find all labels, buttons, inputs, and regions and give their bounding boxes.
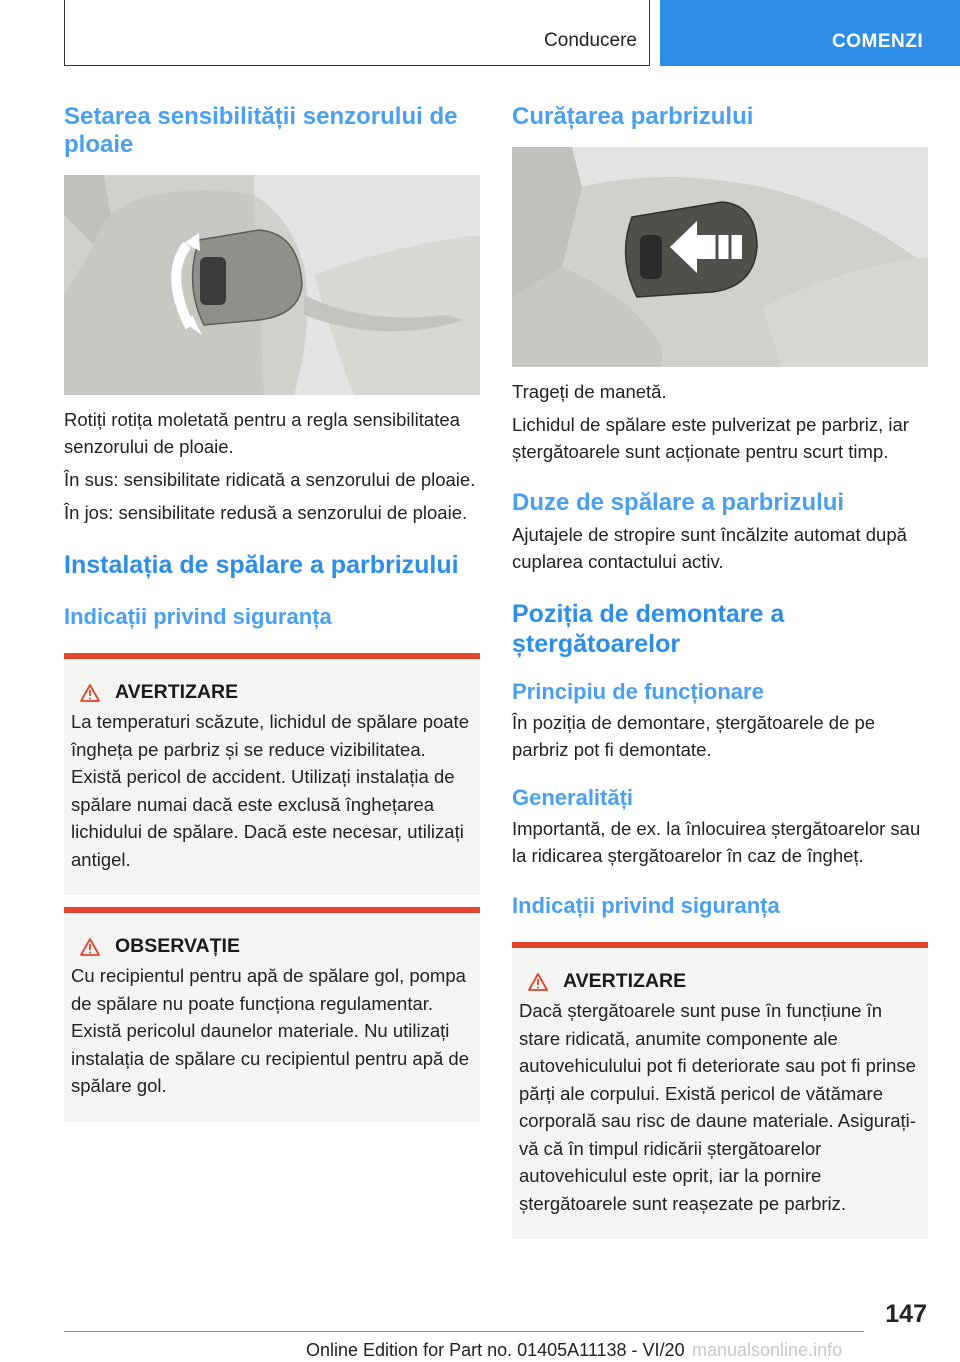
warning-box-wipers xyxy=(512,942,928,1239)
warning-box-frost xyxy=(64,653,480,895)
rain-sensor-illustration xyxy=(64,175,480,395)
text-clean-1: Trageți de manetă. xyxy=(512,381,667,402)
left-column xyxy=(64,100,480,1122)
page-number: 147 xyxy=(885,1300,927,1328)
warning-title: AVERTIZARE xyxy=(115,681,239,703)
text-nozzles: Ajutajele de stropire sunt încălzite automat după cuplarea contactului activ. xyxy=(512,524,907,572)
footer-divider xyxy=(64,1331,864,1332)
header-section: Conducere xyxy=(544,30,637,51)
text-rain-3: În jos: sensibilitate redusă a senzorului de ploaie. xyxy=(64,502,468,523)
warning-text: La temperaturi scăzute, lichidul de spălare poate îngheța pe parbriz și se reduce vizibilitatea. Există pericol de accident. Utilizați instalația de spălare numai dacă este exclusă înghețarea lichidului de spălare. Dacă este necesar, utilizați antigel. xyxy=(71,711,469,870)
right-column xyxy=(512,100,928,1239)
warning-header xyxy=(519,970,918,993)
washer-lever-illustration xyxy=(512,147,928,367)
warning-title: AVERTIZARE xyxy=(563,970,687,992)
text-rain-1: Rotiți rotița moletată pentru a regla sensibilitatea senzorului de ploaie. xyxy=(64,409,460,457)
heading-fold-position: Poziția de demontare a ștergătoarelor xyxy=(512,600,785,658)
footer-edition: Online Edition for Part no. 01405A11138 - VI/20 xyxy=(306,1340,685,1360)
warning-triangle-icon xyxy=(528,973,548,991)
text-clean-2: Lichidul de spălare este pulverizat pe parbriz, iar ștergătoarele sunt acționate pentru scurt timp. xyxy=(512,414,909,462)
header-chapter: COMENZI xyxy=(832,31,924,52)
notice-header xyxy=(71,935,470,958)
text-rain-2: În sus: sensibilitate ridicată a senzorului de ploaie. xyxy=(64,469,476,490)
watermark: manualsonline.info xyxy=(692,1340,843,1360)
heading-safety-left: Indicații privind siguranța xyxy=(64,604,332,629)
text-principle: În poziția de demontare, ștergătoarele de pe parbriz pot fi demontate. xyxy=(512,712,876,760)
warning-header xyxy=(71,681,470,704)
warning-triangle-icon xyxy=(80,684,100,702)
text-general: Importantă, de ex. la înlocuirea ștergătoarelor sau la ridicarea ștergătoarelor în caz de îngheț. xyxy=(512,818,921,866)
header-chapter-tab xyxy=(660,0,960,66)
heading-principle: Principiu de funcționare xyxy=(512,679,764,704)
heading-nozzles: Duze de spălare a parbrizului xyxy=(512,489,845,516)
heading-clean-windshield: Curățarea parbrizului xyxy=(512,103,754,130)
notice-text: Cu recipientul pentru apă de spălare gol, pompa de spălare nu poate funcționa regulamentar. Există pericolul daunelor materiale. Nu utilizați instalația de spălare cu recipientul pentru apă de spălare gol. xyxy=(71,965,470,1096)
warning-triangle-icon xyxy=(80,938,100,956)
figure-rain-sensor-wheel xyxy=(64,175,480,395)
heading-general: Generalități xyxy=(512,785,634,810)
warning-text: Dacă ștergătoarele sunt puse în funcțiune în stare ridicată, anumite componente ale autovehiculului pot fi deteriorate sau pot fi prinse părți ale corpului. Există pericol de vătămare corporală sau risc de daune materiale. Asigurați-vă că în timpul ridicării ștergătoarelor autovehiculul este oprit, iar la pornire ștergătoarele sunt reașezate pe parbriz. xyxy=(519,1000,916,1214)
figure-washer-lever xyxy=(512,147,928,367)
notice-title: OBSERVAȚIE xyxy=(115,935,240,957)
notice-box-empty-tank xyxy=(64,907,480,1122)
heading-rain-sensor: Setarea sensibilității senzorului de ploaie xyxy=(64,103,458,158)
header-section-box xyxy=(64,0,650,66)
heading-washer-system: Instalația de spălare a parbrizului xyxy=(64,551,459,579)
heading-safety-right: Indicații privind siguranța xyxy=(512,893,780,918)
